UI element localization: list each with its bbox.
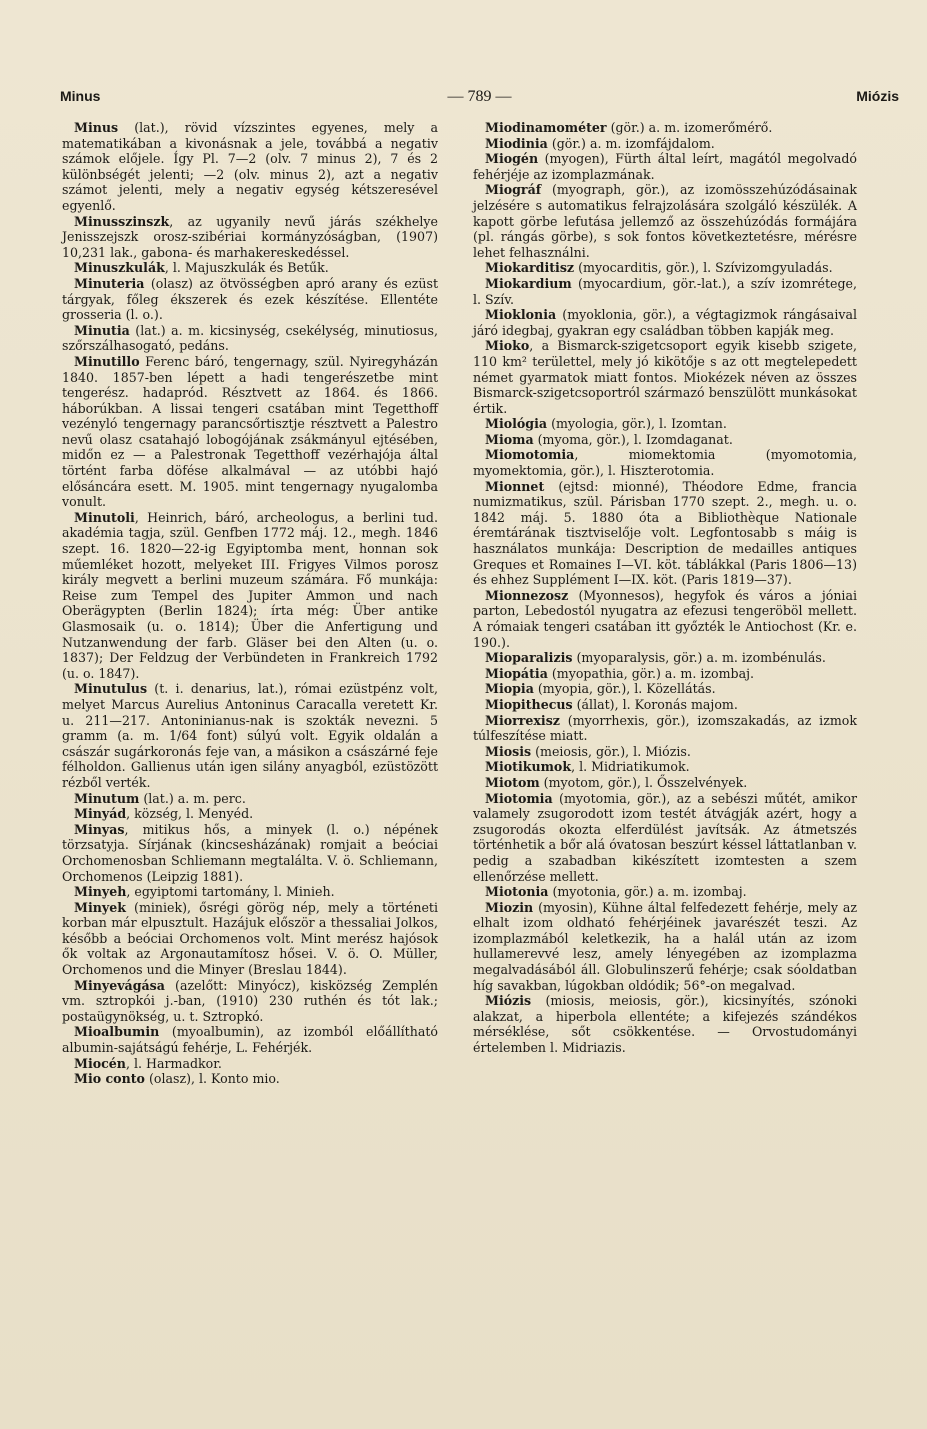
- header-first-entry: Minus: [60, 88, 101, 104]
- entry-headword: Minyád: [74, 806, 127, 822]
- entry-definition: (myoalbumin), az izomból előállítható albumin-sajátságú fehérje, L. Fehérjék.: [62, 1024, 438, 1056]
- dictionary-entry: [62, 323, 438, 354]
- dictionary-entry: [473, 151, 857, 182]
- dictionary-entry: [62, 510, 438, 682]
- dictionary-entry: [473, 479, 857, 588]
- entry-headword: Miózis: [485, 993, 532, 1009]
- dictionary-entry: [62, 260, 438, 276]
- dictionary-entry: [473, 276, 857, 307]
- dictionary-entry: [62, 1071, 438, 1087]
- entry-headword: Miopia: [485, 681, 534, 697]
- dictionary-entry: [62, 806, 438, 822]
- entry-definition: , l. Harmadkor.: [125, 1055, 222, 1071]
- dictionary-entry: [62, 978, 438, 1025]
- entry-headword: Minyas: [74, 821, 125, 837]
- dictionary-entry: [473, 993, 857, 1055]
- dictionary-entry: [62, 681, 438, 790]
- dictionary-entry: [62, 1024, 438, 1055]
- entry-headword: Miokardium: [485, 275, 572, 291]
- dictionary-entry: [473, 338, 857, 416]
- entry-definition: (állat), l. Koronás majom.: [572, 696, 738, 712]
- entry-definition: (myopia, gör.), l. Közellátás.: [533, 681, 716, 697]
- entry-headword: Miodinamométer: [485, 120, 607, 135]
- entry-definition: (myocarditis, gör.), l. Szívizomgyuladás.: [574, 260, 833, 276]
- dictionary-entry: [473, 666, 857, 682]
- dictionary-entry: [473, 307, 857, 338]
- entry-definition: , község, l. Menyéd.: [126, 806, 254, 822]
- dictionary-entry: [62, 822, 438, 884]
- entry-headword: Minuszkulák: [74, 260, 165, 276]
- dictionary-entry: [473, 432, 857, 448]
- entry-definition: (myosin), Kühne által felfedezett fehérje, mely az elhalt izom oldható fehérjéinek javarészét teszi. Az izomplazmából keletkezik, ha a halál után az izom hullamerevvé lesz, amely lényegében az izomplazma megalvadásából áll. Globulinszerű fehérje; csak sóoldatban híg savakban, lúgokban oldódik; 56°-on megalvad.: [473, 899, 857, 993]
- entry-headword: Mioko: [485, 338, 530, 354]
- entry-headword: Miotomia: [485, 790, 553, 806]
- dictionary-entry: [473, 900, 857, 994]
- entry-definition: (miosis, meiosis, gör.), kicsinyítés, szónoki alakzat, a hiperbola ellentéte; a kifejezés szándékos mérséklése, sőt csökkentése. — Orvostudományi értelemben l. Midriazis.: [473, 993, 857, 1056]
- page-number: — 789 —: [447, 88, 512, 105]
- entry-definition: (gör.) a. m. izomerőmérő.: [606, 120, 773, 135]
- entry-headword: Minyek: [74, 899, 126, 915]
- entry-definition: (myocardium, gör.-lat.), a szív izomrétege, l. Szív.: [473, 275, 857, 307]
- entry-definition: , a Bismarck-szigetcsoport egyik kisebb szigete, 110 km² területtel, mely jó kikötője s az ott megtelepedett német gyarmatok miatt fontos. Miokézek néven az összes Bismarck-szigetcsoportról származó benszülött munkásokat értik.: [473, 338, 857, 416]
- entry-definition: (myologia, gör.), l. Izomtan.: [547, 416, 727, 432]
- dictionary-entry: [473, 120, 857, 136]
- entry-definition: (meiosis, gör.), l. Miózis.: [531, 743, 691, 759]
- dictionary-entry: [62, 1056, 438, 1072]
- entry-headword: Miomotomia: [485, 447, 575, 463]
- entry-definition: (myotomia, gör.), az a sebészi műtét, amikor valamely zsugorodott izom testét átvágják azért, hogy a zsugorodás okozta elferdülést javítsák. Az átmetszés történhetik a bőr alá óvatosan beszúrt késsel láttatlanban v. pedig a szabadban kikészített izomtesten a szem ellenőrzése mellett.: [473, 790, 857, 884]
- dictionary-entry: [473, 588, 857, 650]
- entry-definition: (myorrhexis, gör.), izomszakadás, az izmok túlfeszítése miatt.: [473, 712, 857, 744]
- entry-definition: (myoparalysis, gör.) a. m. izombénulás.: [572, 650, 826, 666]
- entry-headword: Mioparalizis: [485, 650, 573, 666]
- running-header: [60, 88, 899, 112]
- entry-headword: Minusszinszk: [74, 213, 170, 229]
- entry-headword: Miotonia: [485, 884, 549, 900]
- entry-headword: Miorrexisz: [485, 712, 560, 728]
- dictionary-entry: [473, 775, 857, 791]
- entry-headword: Mio conto: [74, 1071, 145, 1087]
- entry-headword: Miológia: [485, 416, 548, 432]
- entry-definition: (olasz), l. Konto mio.: [144, 1071, 280, 1087]
- entry-headword: Minutoli: [74, 509, 135, 525]
- entry-headword: Mioalbumin: [74, 1024, 160, 1040]
- dictionary-entry: [473, 759, 857, 775]
- dictionary-entry: [62, 884, 438, 900]
- entry-headword: Miopátia: [485, 665, 548, 681]
- dictionary-entry: [62, 276, 438, 323]
- entry-headword: Minutia: [74, 322, 130, 338]
- dictionary-entry: [62, 214, 438, 261]
- entry-definition: (miniek), ősrégi görög nép, mely a történeti korban már elpusztult. Hazájuk először a thessaliai Jolkos, később a beóciai Orchomenos volt. Mint merész hajósok ők voltak az Argonautamítosz hősei. V. ö. O. Müller, Orchomenos und die Minyer (Breslau 1844).: [62, 899, 438, 978]
- dictionary-entry: [62, 791, 438, 807]
- dictionary-entry: [62, 354, 438, 510]
- entry-headword: Minutum: [74, 790, 140, 806]
- entry-definition: (gör.) a. m. izomfájdalom.: [547, 135, 715, 151]
- entry-definition: Ferenc báró, tengernagy, szül. Nyiregyházán 1840. 1857-ben lépett a hadi tengerészetbe mint tengerész. hadapród. Résztvett az 1864. és 1866. háborúkban. A lissai tengeri csatában mint Tegetthoff vezényló tengernagy parancsőrtisztje résztvett a Palestro nevű olasz csatahajó lobogójának zsákmányul ejtésében, midőn ez — a Palestronak Tegetthoff vezérhajója által történt farba döfése alkalmával — az utóbbi hajó elősáncára esett. M. 1905. mint tengernagy nyugalomba vonult.: [62, 353, 438, 510]
- dictionary-entry: [473, 744, 857, 760]
- entry-headword: Minyevágása: [74, 977, 165, 993]
- entry-definition: , miomektomia (myomotomia, myomektomia, gör.), l. Hiszterotomia.: [473, 447, 857, 479]
- dictionary-entry: [473, 260, 857, 276]
- dictionary-entry: [473, 650, 857, 666]
- entry-definition: (olasz) az ötvösségben apró arany és ezüst tárgyak, főleg ékszerek és ezek készítése. Ellentéte grosseria (l. o.).: [62, 275, 438, 323]
- entry-definition: (azelőtt: Minyócz), kisközség Zemplén vm. sztropkói j.-ban, (1910) 230 ruthén és tót lak.; postaügynökség, u. t. Sztropkó.: [62, 977, 438, 1024]
- entry-definition: , l. Midriatikumok.: [571, 759, 690, 775]
- entry-definition: (myoklonia, gör.), a végtagizmok rángásaival járó idegbaj, gyakran egy családban többen kapják meg.: [473, 307, 857, 338]
- dictionary-entry: [473, 136, 857, 152]
- dictionary-entry: [62, 120, 438, 214]
- entry-headword: Miopithecus: [485, 696, 573, 712]
- entry-headword: Mioklonia: [485, 307, 557, 323]
- entry-definition: (myotonia, gör.) a. m. izombaj.: [548, 884, 747, 900]
- entry-headword: Miotikumok: [485, 759, 572, 775]
- right-column: [473, 120, 857, 1056]
- dictionary-entry: [473, 791, 857, 885]
- entry-definition: , az ugyanily nevű járás székhelye Jenisszejszk orosz-szibériai kormányzóságban, (1907) 10,231 lak., gabona- és marhakereskedéssel.: [62, 213, 438, 260]
- entry-headword: Miodinia: [485, 135, 548, 151]
- entry-definition: (myopathia, gör.) a. m. izombaj.: [547, 665, 755, 681]
- dictionary-entry: [473, 713, 857, 744]
- entry-definition: (lat.), rövid vízszintes egyenes, mely a matematikában a kivonásnak a jele, továbbá a negativ számok előjele. Így Pl. 7—2 (olv. 7 minus 2), 7 és 2 különbségét jelenti; —2 (olv. minus 2), azt a negativ számot jelenti, mely a negativ egység kétszeresével egyenlő.: [62, 120, 438, 213]
- entry-definition: , mitikus hős, a minyek (l. o.) népének törzsatyja. Sírjának (kincsesházának) romjait a beóciai Orchomenosban Schliemann megtalálta. V. ö. Schliemann, Orchomenos (Leipzig 1881).: [62, 821, 438, 884]
- header-last-entry: Miózis: [856, 88, 899, 104]
- entry-headword: Miocén: [74, 1055, 126, 1071]
- entry-definition: (lat.) a. m. kicsinység, csekélység, minutiosus, szőrszálhasogató, pedáns.: [62, 322, 438, 354]
- entry-headword: Mionnet: [485, 478, 545, 494]
- entry-headword: Miozin: [485, 899, 534, 915]
- entry-headword: Minutulus: [74, 681, 148, 697]
- entry-definition: (myograph, gör.), az izomösszehúzódásainak jelzésére s automatikus felrajzolására szolgáló készülék. A kapott görbe lefutása jellemző az összehúzódás formájára (pl. rángás görbe), s sok fontos következtetésre, mérésre lehet felhasználni.: [473, 182, 857, 260]
- entry-headword: Miogén: [485, 151, 539, 167]
- entry-definition: (lat.) a. m. perc.: [139, 790, 246, 806]
- dictionary-entry: [473, 447, 857, 478]
- entry-headword: Minus: [74, 120, 119, 135]
- dictionary-entry: [62, 900, 438, 978]
- dictionary-entry: [473, 884, 857, 900]
- entry-definition: , l. Majuszkulák és Betűk.: [164, 260, 329, 276]
- dictionary-entry: [473, 681, 857, 697]
- entry-definition: (ejtsd: mionné), Théodore Edme, francia numizmatikus, szül. Párisban 1770 szept. 2., megh. u. o. 1842 máj. 5. 1880 óta a Bibliothèque Nationale éremtárának tisztviselője volt. Legfontosabb s máig is használatos munkája: Description de medailles antiques Greques et Romaines I—VI. köt. táblákkal (Paris 1806—13) és ehhez Supplément I—IX. köt. (Paris 1819—37).: [473, 478, 857, 588]
- entry-headword: Mioma: [485, 431, 534, 447]
- dictionary-entry: [473, 182, 857, 260]
- entry-definition: (myogen), Fürth által leírt, magától megolvadó fehérjéje az izomplazmának.: [473, 151, 857, 182]
- entry-definition: (myoma, gör.), l. Izomdaganat.: [533, 431, 733, 447]
- entry-headword: Miotom: [485, 774, 540, 790]
- entry-headword: Miokarditisz: [485, 260, 575, 276]
- entry-headword: Miográf: [485, 182, 542, 198]
- entry-headword: Mionnezosz: [485, 587, 569, 603]
- entry-definition: (Myonnesos), hegyfok és város a jóniai parton, Lebedostól nyugatra az efezusi tengeröböl mellett. A rómaiak tengeri csatában itt győzték le Antiochost (Kr. e. 190.).: [473, 587, 857, 650]
- entry-definition: , egyiptomi tartomány, l. Minieh.: [126, 884, 335, 900]
- entry-definition: , Heinrich, báró, archeologus, a berlini tud. akadémia tagja, szül. Genfben 1772 máj. 12., megh. 1846 szept. 16. 1820—22-ig Egyiptomba ment, honnan sok műemléket hozott, melyeket III. Frigyes Vilmos porosz király megvett a berlini muzeum számára. Fő munkája: Reise zum Tempel des Jupiter Ammon und nach Oberägypten (Berlin 1824); írta még: Über antike Glasmosaik (u. o. 1814); Über die Anfertigung und Nutzanwendung der farb. Gläser bei den Alten (u. o. 1837); Der Feldzug der Verbündeten in Frankreich 1792 (u. o. 1847).: [62, 509, 438, 681]
- entry-definition: (myotom, gör.), l. Ősszelvények.: [539, 774, 748, 790]
- entry-headword: Minyeh: [74, 884, 127, 900]
- entry-definition: (t. i. denarius, lat.), római ezüstpénz volt, melyet Marcus Aurelius Antoninus Caracalla veretett Kr. u. 211—217. Antoninianus-nak is szokták nevezni. 5 gramm (a. m. 1/64 font) súlyú volt. Egyik oldalán a császár sugárkoronás feje van, a másikon a császárné feje félholdon. Gallienus után igen silány anyagból, ezüstözött rézből verték.: [62, 681, 438, 790]
- dictionary-entry: [473, 697, 857, 713]
- entry-headword: Minuteria: [74, 275, 145, 291]
- entry-headword: Minutillo: [74, 353, 140, 369]
- entry-headword: Miosis: [485, 743, 532, 759]
- dictionary-entry: [473, 416, 857, 432]
- left-column: [62, 120, 438, 1087]
